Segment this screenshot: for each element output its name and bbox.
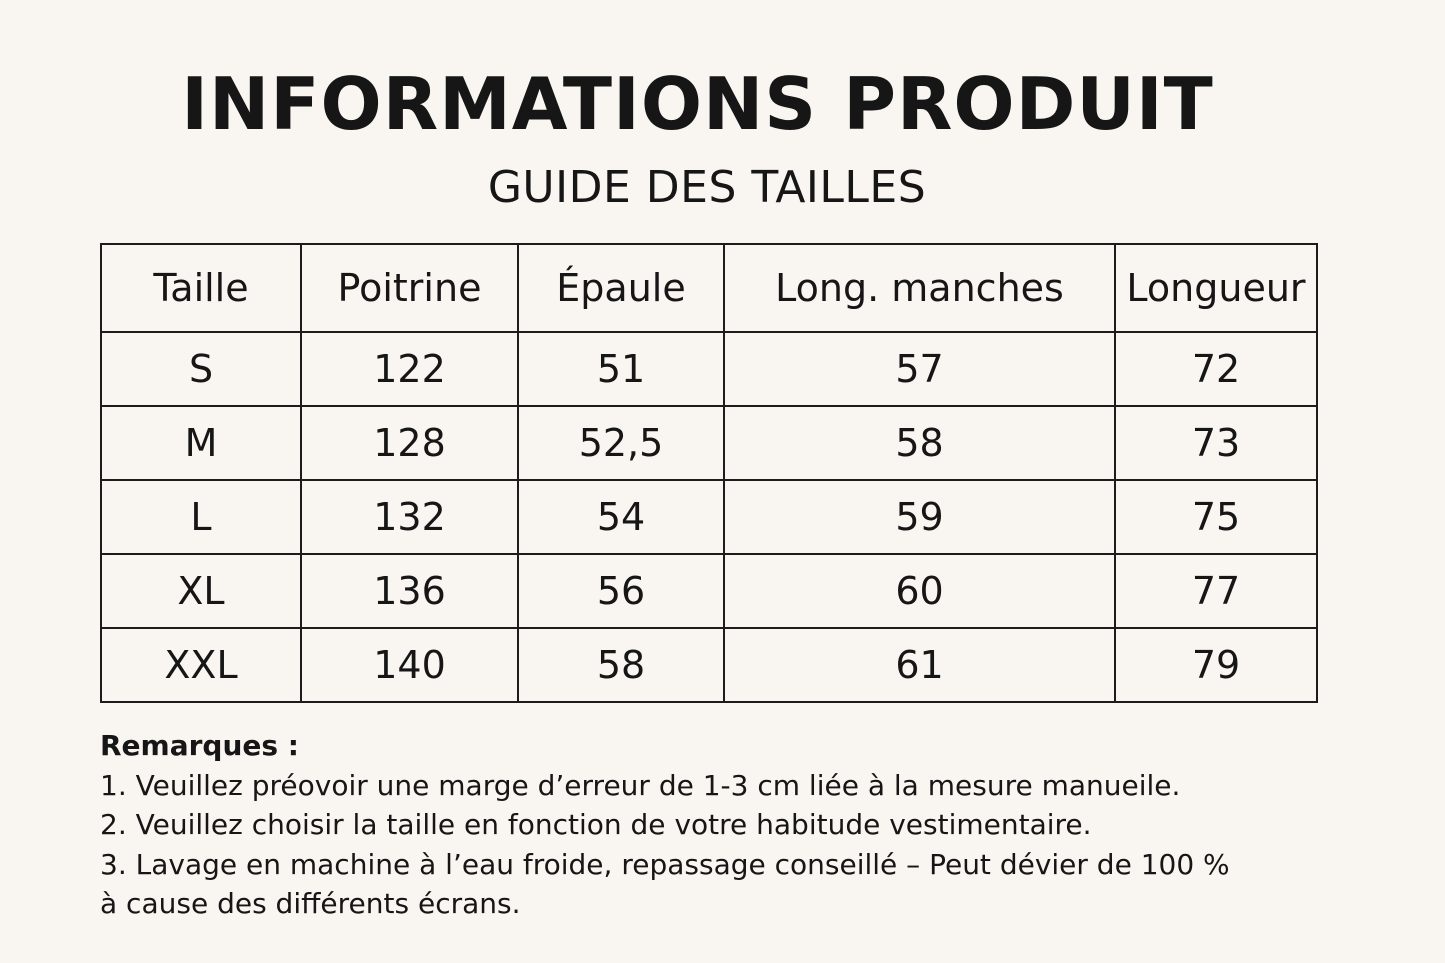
cell-epaule: 51 bbox=[518, 332, 724, 406]
cell-long-manches: 58 bbox=[724, 406, 1115, 480]
cell-taille: XXL bbox=[101, 628, 301, 702]
column-header-taille: Taille bbox=[101, 244, 301, 332]
cell-poitrine: 128 bbox=[301, 406, 518, 480]
cell-epaule: 56 bbox=[518, 554, 724, 628]
column-header-epaule: Épaule bbox=[518, 244, 724, 332]
page-title: INFORMATIONS PRODUIT bbox=[181, 62, 1214, 146]
cell-long-manches: 57 bbox=[724, 332, 1115, 406]
cell-longueur: 73 bbox=[1115, 406, 1317, 480]
cell-taille: L bbox=[101, 480, 301, 554]
cell-epaule: 52,5 bbox=[518, 406, 724, 480]
cell-poitrine: 122 bbox=[301, 332, 518, 406]
table-row bbox=[101, 628, 1317, 702]
cell-longueur: 72 bbox=[1115, 332, 1317, 406]
note-line: 2. Veuillez choisir la taille en fonction de votre habitude vestimentaire. bbox=[100, 808, 1092, 841]
cell-poitrine: 136 bbox=[301, 554, 518, 628]
table-row bbox=[101, 406, 1317, 480]
notes-section bbox=[100, 726, 1400, 924]
table-row bbox=[101, 480, 1317, 554]
cell-longueur: 79 bbox=[1115, 628, 1317, 702]
cell-epaule: 58 bbox=[518, 628, 724, 702]
notes-heading: Remarques : bbox=[100, 729, 300, 762]
column-header-long-manches: Long. manches bbox=[724, 244, 1115, 332]
cell-poitrine: 132 bbox=[301, 480, 518, 554]
column-header-poitrine: Poitrine bbox=[301, 244, 518, 332]
page-subtitle: GUIDE DES TAILLES bbox=[487, 162, 927, 213]
table-header-row bbox=[101, 244, 1317, 332]
cell-longueur: 77 bbox=[1115, 554, 1317, 628]
table-row bbox=[101, 554, 1317, 628]
cell-epaule: 54 bbox=[518, 480, 724, 554]
cell-long-manches: 60 bbox=[724, 554, 1115, 628]
note-line: à cause des différents écrans. bbox=[100, 887, 521, 920]
size-guide-table bbox=[100, 243, 1318, 703]
cell-long-manches: 61 bbox=[724, 628, 1115, 702]
cell-taille: M bbox=[101, 406, 301, 480]
cell-taille: S bbox=[101, 332, 301, 406]
column-header-longueur: Longueur bbox=[1115, 244, 1317, 332]
table-row bbox=[101, 332, 1317, 406]
note-line: 1. Veuillez préovoir une marge d’erreur de 1-3 cm liée à la mesure manueile. bbox=[100, 768, 1181, 802]
note-line: 3. Lavage en machine à l’eau froide, repassage conseillé – Peut dévier de 100 % bbox=[100, 847, 1230, 881]
cell-taille: XL bbox=[101, 554, 301, 628]
cell-longueur: 75 bbox=[1115, 480, 1317, 554]
cell-long-manches: 59 bbox=[724, 480, 1115, 554]
cell-poitrine: 140 bbox=[301, 628, 518, 702]
